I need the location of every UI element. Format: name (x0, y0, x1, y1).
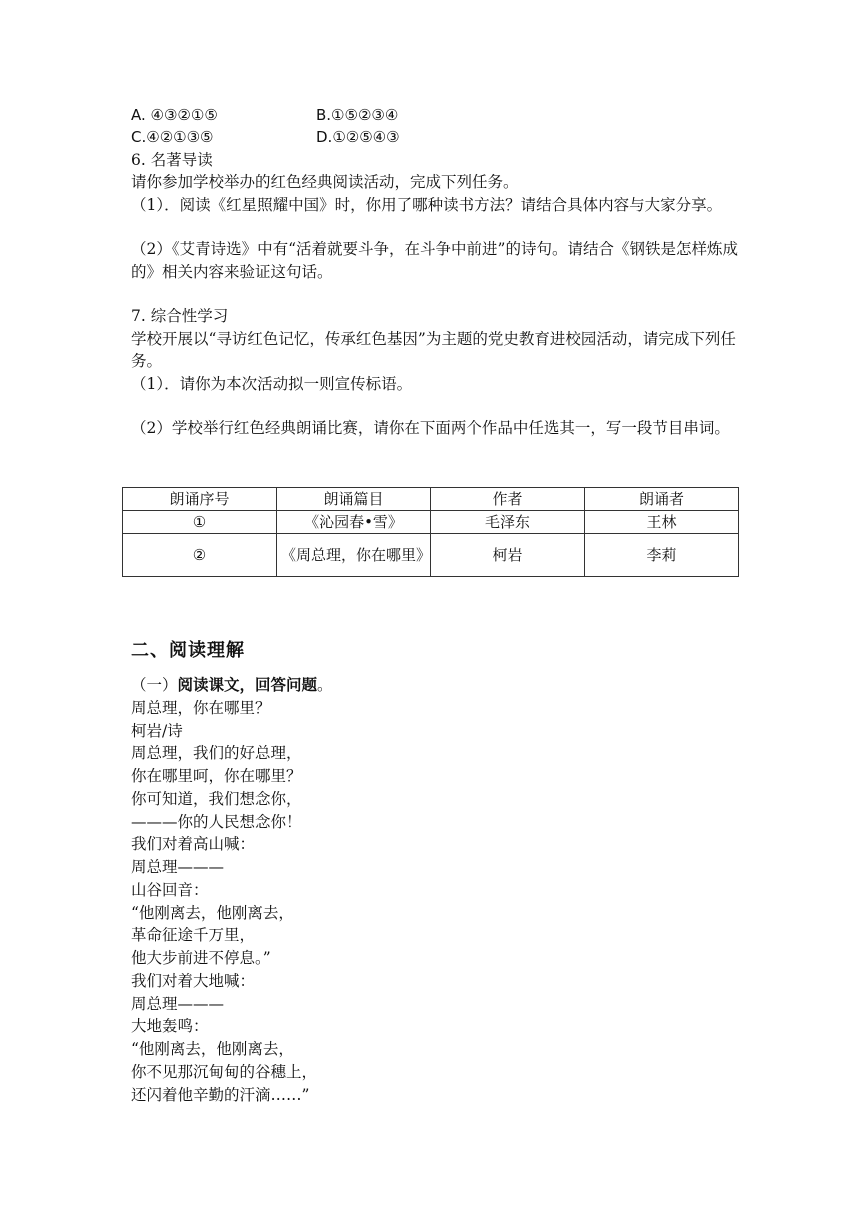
questions-block (131, 104, 741, 440)
table-cell: 毛泽东 (431, 511, 585, 534)
poem-line: 你可知道，我们想念你， (131, 789, 302, 808)
subheading-suffix: 。 (317, 676, 333, 694)
answer-space (131, 216, 741, 238)
table-header: 朗诵篇目 (277, 488, 431, 511)
poem-line: 你不见那沉甸甸的谷穗上， (131, 1062, 318, 1081)
poem-line: 山谷回音： (131, 880, 209, 899)
poem-line: ———你的人民想念你！ (131, 812, 302, 831)
table-header: 朗诵者 (585, 488, 739, 511)
option-d: D.①②⑤④③ (316, 128, 400, 147)
table-header-row (123, 488, 739, 511)
table-row (123, 511, 739, 534)
poem-line: 我们对着大地喊： (131, 971, 256, 990)
q7-intro: 学校开展以“寻访红色记忆，传承红色基因”为主题的党史教育进校园活动，请完成下列任务。 (131, 329, 736, 371)
option-b: B.①⑤②③④ (316, 106, 399, 124)
table-cell: ② (123, 534, 277, 577)
reading-subheading (131, 674, 741, 697)
table-cell: 《沁园春•雪》 (277, 511, 431, 534)
poem-text (131, 697, 741, 1107)
q6-sub2: （2）《艾青诗选》中有“活着就要斗争，在斗争中前进”的诗句。请结合《钢铁是怎样炼成的》相关内容来验证这句话。 (131, 240, 738, 281)
poem-line: “他刚离去，他刚离去， (131, 1040, 294, 1058)
table-row (123, 534, 739, 577)
recitation-table (122, 487, 739, 577)
poem-line: 柯岩/诗 (131, 721, 183, 740)
option-c: C.④②①③⑤ (131, 128, 214, 147)
poem-line: 还闪着他辛勤的汗滴……” (131, 1085, 310, 1104)
answer-space (131, 283, 741, 305)
table-cell: 柯岩 (431, 534, 585, 577)
table-cell: 《周总理，你在哪里》 (277, 534, 431, 577)
option-a: A. ④③②①⑤ (131, 106, 218, 124)
poem-line: “他刚离去，他刚离去， (131, 903, 294, 922)
table-header: 朗诵序号 (123, 488, 277, 511)
table-cell: 王林 (585, 511, 739, 534)
reading-block (131, 674, 741, 1106)
q6-title: 6. 名著导读 (131, 150, 213, 169)
subheading-prefix: （一） (131, 676, 178, 694)
q7-sub2: （2）学校举行红色经典朗诵比赛，请你在下面两个作品中任选其一，写一段节目串词。 (131, 419, 730, 438)
poem-line: 我们对着高山喊： (131, 835, 256, 854)
section-heading: 二、阅读理解 (131, 640, 245, 661)
options-row-1 (131, 104, 741, 126)
poem-line: 周总理，你在哪里？ (131, 698, 271, 717)
q7-title: 7. 综合性学习 (131, 307, 229, 326)
poem-line: 周总理——— (131, 858, 225, 876)
table-cell: 李莉 (585, 534, 739, 577)
answer-space (131, 395, 741, 417)
table-header: 作者 (431, 488, 585, 511)
q6-sub1: （1）．阅读《红星照耀中国》时，你用了哪种读书方法？请结合具体内容与大家分享。 (131, 195, 723, 214)
q7-sub1: （1）．请你为本次活动拟一则宣传标语。 (131, 374, 413, 393)
poem-line: 革命征途千万里， (131, 926, 256, 945)
options-row-2 (131, 126, 741, 148)
poem-line: 大地轰鸣： (131, 1017, 209, 1036)
poem-line: 你在哪里呵，你在哪里？ (131, 767, 302, 785)
table-cell: ① (123, 511, 277, 534)
q6-intro: 请你参加学校举办的红色经典阅读活动，完成下列任务。 (131, 173, 519, 192)
poem-line: 周总理——— (131, 994, 225, 1013)
poem-line: 周总理，我们的好总理， (131, 744, 302, 763)
poem-line: 他大步前进不停息。” (131, 949, 271, 967)
subheading-bold: 阅读课文，回答问题 (177, 675, 318, 694)
